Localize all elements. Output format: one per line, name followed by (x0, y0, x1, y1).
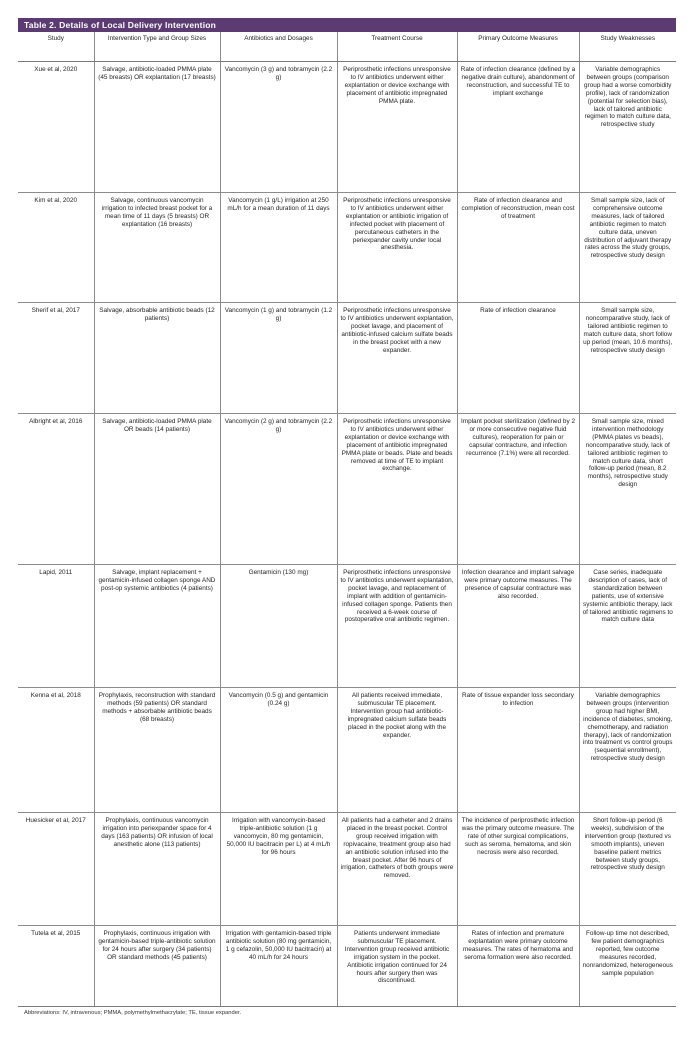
cell-primary-outcome: Infection clearance and implant salvage were primary outcome measures. The presence of capsular contracture was also recorded. (457, 565, 579, 688)
cell-antibiotics: Vancomycin (1 g) and tobramycin (1.2 g) (220, 303, 337, 414)
cell-intervention: Salvage, antibiotic-loaded PMMA plate OR beads (14 patients) (94, 414, 220, 565)
cell-treatment-course: Periprosthetic infections unresponsive to IV antibiotics underwent explantation, pocket lavage, and placement of antibiotic-infused calcium sulfate beads in the breast pocket with a new expander. (337, 303, 457, 414)
cell-weaknesses: Small sample size, noncomparative study, lack of tailored antibiotic regimen to match culture data, short follow up period (mean, 10.6 months), retrospective study design (579, 303, 676, 414)
cell-primary-outcome: Rate of tissue expander loss secondary to infection (457, 688, 579, 813)
cell-antibiotics: Vancomycin (3 g) and tobramycin (2.2 g) (220, 62, 337, 193)
cell-weaknesses: Variable demographics between groups (intervention group had higher BMI, incidence of diabetes, smoking, chemotherapy, and radiation therapy), lack of randomization into treatment vs control groups (sequential enrollment), retrospective study design (579, 688, 676, 813)
table-row (18, 813, 676, 926)
cell-intervention: Prophylaxis, reconstruction with standard methods (59 patients) OR standard methods + absorbable antibiotic beads (68 breasts) (94, 688, 220, 813)
cell-intervention: Prophylaxis, continuous vancomycin irrigation into periexpander space for 4 days (163 patients) OR infusion of local anesthetic alone (113 patients) (94, 813, 220, 926)
header-study: Study (18, 32, 94, 62)
table-row (18, 303, 676, 414)
cell-study: Kim et al, 2020 (18, 193, 94, 303)
cell-intervention: Salvage, antibiotic-loaded PMMA plate (45 breasts) OR explantation (17 breasts) (94, 62, 220, 193)
header-row (18, 32, 676, 62)
cell-weaknesses: Variable demographics between groups (comparison group had a worse comorbidity profile), lack of randomization (potential for selection bias), lack of tailored antibiotic regimen to match culture data, retrospective study (579, 62, 676, 193)
cell-study: Huesicker et al, 2017 (18, 813, 94, 926)
cell-weaknesses: Small sample size, lack of comprehensive outcome measures, lack of tailored antibiotic regimen to match culture data, uneven distribution of adjuvant therapy rates across the study groups, retrospective study design (579, 193, 676, 303)
cell-study: Albright et al, 2016 (18, 414, 94, 565)
header-weaknesses: Study Weaknesses (579, 32, 676, 62)
cell-antibiotics: Irrigation with vancomycin-based triple-antibiotic solution (1 g vancomycin, 80 mg gentamicin, 50,000 IU bacitracin per L) at 4 mL/h for 96 hours (220, 813, 337, 926)
cell-intervention: Prophylaxis, continuous irrigation with gentamicin-based triple-antibiotic solution for 24 hours after surgery (34 patients) OR standard methods (45 patients) (94, 926, 220, 1007)
cell-study: Xue et al, 2020 (34, 66, 78, 73)
cell-antibiotics: Irrigation with gentamicin-based triple antibiotic solution (80 mg gentamicin, 1 g cefazolin, 50,000 IU bacitracin) at 40 mL/h for 24 hours (220, 926, 337, 1007)
cell-treatment-course: Periprosthetic infections unresponsive to IV antibiotics underwent either explantation or device exchange with placement of antibiotic impregnated PMMA plate. (337, 62, 457, 193)
cell-antibiotics: Vancomycin (0.5 g) and gentamicin (0.24 g) (220, 688, 337, 813)
cell-antibiotics: Vancomycin (1 g/L) irrigation at 250 mL/h for a mean duration of 11 days (220, 193, 337, 303)
cell-treatment-course: All patients had a catheter and 2 drains placed in the breast pocket. Control group received irrigation with ropivacaine, treatment group also had an antibiotic solution infused into the breast pocket. After 96 hours of irrigation, catheters of both groups were removed. (337, 813, 457, 926)
cell-study: Kenna et al, 2018 (18, 688, 94, 813)
cell-intervention: Salvage, implant replacement + gentamicin-infused collagen sponge AND post-op systemic antibiotics (4 patients) (94, 565, 220, 688)
cell-weaknesses: Short follow-up period (6 weeks), subdivision of the intervention group (textured vs smooth implants), uneven baseline patient metrics between study groups, retrospective study design (579, 813, 676, 926)
cell-weaknesses: Follow-up time not described, few patient demographics reported, few outcome measures recorded, nonrandomized, heterogeneous sample population (579, 926, 676, 1007)
table-title: Table 2. Details of Local Delivery Intervention (18, 18, 676, 32)
table-row (18, 414, 676, 565)
table-row (18, 926, 676, 1007)
table-row (18, 193, 676, 303)
cell-weaknesses: Small sample size, mixed intervention methodology (PMMA plates vs beads), noncomparative study, lack of tailored antibiotic regimen to match culture data, short follow-up period (mean, 8.2 months), retrospective study design (579, 414, 676, 565)
cell-primary-outcome: Rate of infection clearance (457, 303, 579, 414)
cell-study: Tutela et al, 2015 (18, 926, 94, 1007)
cell-study: Sherif et al, 2017 (18, 303, 94, 414)
footnote: Abbreviations: IV, intravenous; PMMA, polymethylmethacrylate; TE, tissue expander. (18, 1006, 676, 1016)
cell-primary-outcome: The incidence of periprosthetic infection was the primary outcome measure. The rate of other surgical complications, such as seroma, hematoma, and skin necrosis were also recorded. (457, 813, 579, 926)
header-antibiotics: Antibiotics and Dosages (220, 32, 337, 62)
cell-primary-outcome: Rate of infection clearance (defined by a negative drain culture), abandonment of reconstruction, and successful TE to implant exchange (457, 62, 579, 193)
table-row (18, 565, 676, 688)
cell-primary-outcome: Rate of infection clearance and completion of reconstruction, mean cost of treatment (457, 193, 579, 303)
header-intervention: Intervention Type and Group Sizes (94, 32, 220, 62)
cell-treatment-course: Periprosthetic infections unresponsive to IV antibiotics underwent explantation, pocket lavage, and replacement of implant with addition of gentamicin-infused collagen sponge. Patients then received a 6-week course of postoperative oral antibiotic regimen. (337, 565, 457, 688)
header-treatment-course: Treatment Course (337, 32, 457, 62)
cell-primary-outcome: Implant pocket sterilization (defined by 2 or more consecutive negative fluid cultures), reoperation for pain or capsular contracture, and infection recurrence (7.1%) were all recorded. (457, 414, 579, 565)
cell-treatment-course: Periprosthetic infections unresponsive to IV antibiotics underwent either explantation or antibiotic irrigation of infected pocket with placement of percutaneous catheters in the periexpander cavity under local anesthesia. (337, 193, 457, 303)
cell-treatment-course: Periprosthetic infections unresponsive to IV antibiotics underwent either explantation or device exchange with placement of antibiotic impregnated PMMA plate or beads. Plate and beads removed at time of TE to implant exchange. (337, 414, 457, 565)
cell-intervention: Salvage, absorbable antibiotic beads (12 patients) (94, 303, 220, 414)
cell-weaknesses: Case series, inadequate description of cases, lack of standardization between patients, use of extensive systemic antibiotic therapy, lack of tailored antibiotic regimens to match culture data (579, 565, 676, 688)
cell-treatment-course: Patients underwent immediate submuscular TE placement. Intervention group received antibiotic irrigation system in the pocket. Antibiotic irrigation continued for 24 hours after surgery then was discontinued. (337, 926, 457, 1007)
cell-primary-outcome: Rates of infection and premature explantation were primary outcome measures. The rates of hematoma and seroma formation were also recorded. (457, 926, 579, 1007)
cell-antibiotics: Vancomycin (2 g) and tobramycin (2.2 g) (220, 414, 337, 565)
table-row (18, 62, 676, 193)
table-row (18, 688, 676, 813)
cell-intervention: Salvage, continuous vancomycin irrigation to infected breast pocket for a mean time of 11 days (5 breasts) OR explantation (16 breasts) (94, 193, 220, 303)
cell-study: Lapid, 2011 (18, 565, 94, 688)
cell-antibiotics: Gentamicin (130 mg) (220, 565, 337, 688)
header-primary-outcome: Primary Outcome Measures (457, 32, 579, 62)
cell-treatment-course: All patients received immediate, submuscular TE placement. Intervention group had antibiotic-impregnated calcium sulfate beads placed in the pocket along with the expander. (337, 688, 457, 813)
delivery-intervention-table (18, 32, 676, 1006)
